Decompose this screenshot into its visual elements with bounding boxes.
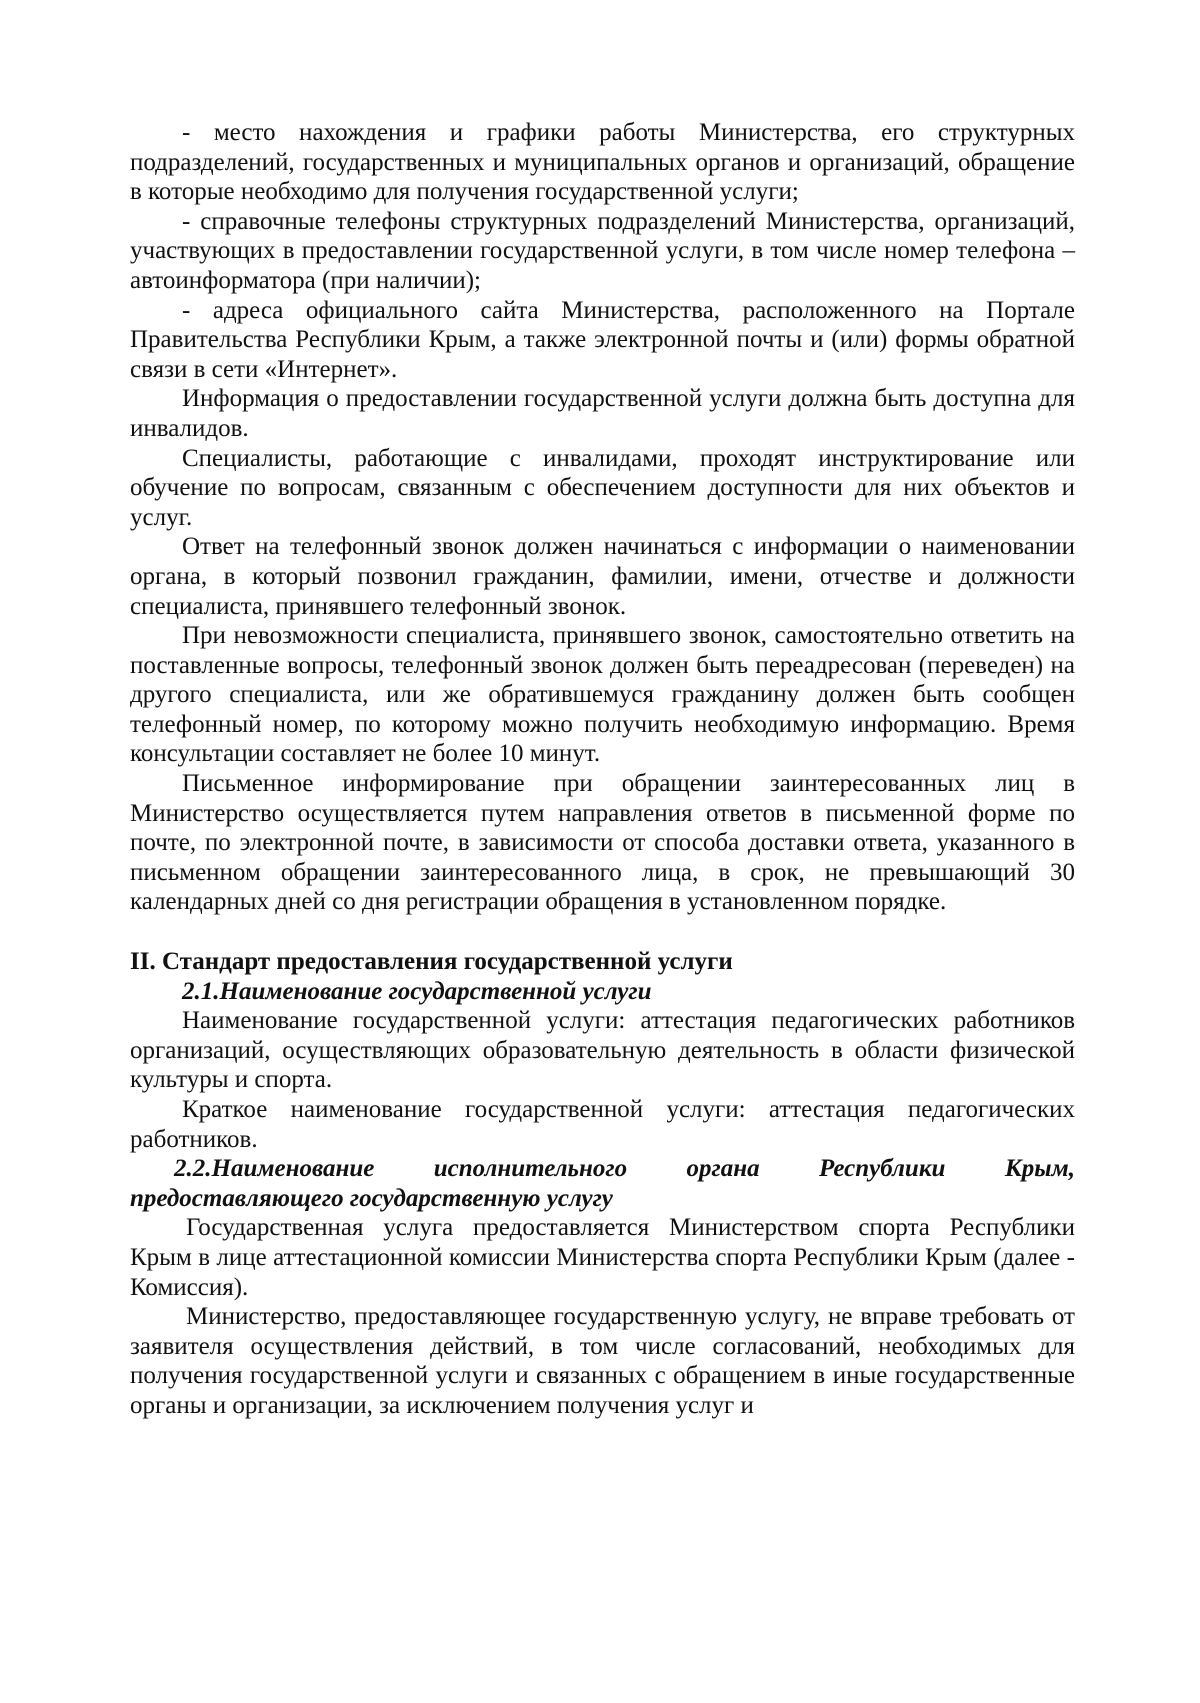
paragraph-call-redirect: При невозможности специалиста, принявшего звонок, самостоятельно ответить на поставленные вопросы, телефонный звонок должен быть переадресован (переведен) на другого специалиста, или же обратившемуся гражданину должен быть сообщен телефонный номер, по которому можно получить необходимую информацию. Время консультации составляет не более 10 минут. xyxy=(130,622,1075,768)
paragraph-service-provider: Государственная услуга предоставляется Министерством спорта Республики Крым в лице аттестационной комиссии Министерства спорта Республики Крым (далее - Комиссия). xyxy=(130,1214,1075,1301)
subsection-2-2-title: 2.2.Наименование исполнительного органа Республики Крым, предоставляющего государственную услугу xyxy=(130,1155,1075,1212)
paragraph-written-information: Письменное информирование при обращении заинтересованных лиц в Министерство осуществляется путем направления ответов в письменной форме по почте, по электронной почте, в зависимости от способа доставки ответа, указанного в письменном обращении заинтересованного лица, в срок, не превышающий 30 календарных дней со дня регистрации обращения в установленном порядке. xyxy=(130,770,1075,916)
paragraph-service-name: Наименование государственной услуги: аттестация педагогических работников организаций, осуществляющих образовательную деятельность в области физической культуры и спорта. xyxy=(130,1007,1075,1094)
section-title: II. Стандарт предоставления государственной услуги xyxy=(130,948,733,976)
paragraph-reference-phones: - справочные телефоны структурных подразделений Министерства, организаций, участвующих в предоставлении государственной услуги, в том числе номер телефона – автоинформатора (при наличии); xyxy=(130,207,1075,294)
paragraph-location-schedule: - место нахождения и графики работы Министерства, его структурных подразделений, государственных и муниципальных органов и организаций, обращение в которые необходимо для получения государственной услуги; xyxy=(130,119,1075,206)
document-page xyxy=(130,118,1075,1421)
paragraph-ministry-restrictions: Министерство, предоставляющее государственную услугу, не вправе требовать от заявителя осуществления действий, в том числе согласований, необходимых для получения государственной услуги и связанных с обращением в иные государственные органы и организации, за исключением получения услуг и xyxy=(130,1303,1075,1419)
paragraph-website-addresses: - адреса официального сайта Министерства, расположенного на Портале Правительства Республики Крым, а также электронной почты и (или) формы обратной связи в сети «Интернет». xyxy=(130,296,1075,383)
paragraph-service-short-name: Краткое наименование государственной услуги: аттестация педагогических работников. xyxy=(130,1096,1075,1153)
paragraph-phone-answer: Ответ на телефонный звонок должен начинаться с информации о наименовании органа, в который позвонил гражданин, фамилии, имени, отчестве и должности специалиста, принявшего телефонный звонок. xyxy=(130,533,1075,620)
paragraph-accessibility: Информация о предоставлении государственной услуги должна быть доступна для инвалидов. xyxy=(130,385,1075,442)
subsection-2-1-title: 2.1.Наименование государственной услуги xyxy=(182,977,652,1005)
paragraph-specialists-training: Специалисты, работающие с инвалидами, проходят инструктирование или обучение по вопросам, связанным с обеспечением доступности для них объектов и услуг. xyxy=(130,444,1075,531)
